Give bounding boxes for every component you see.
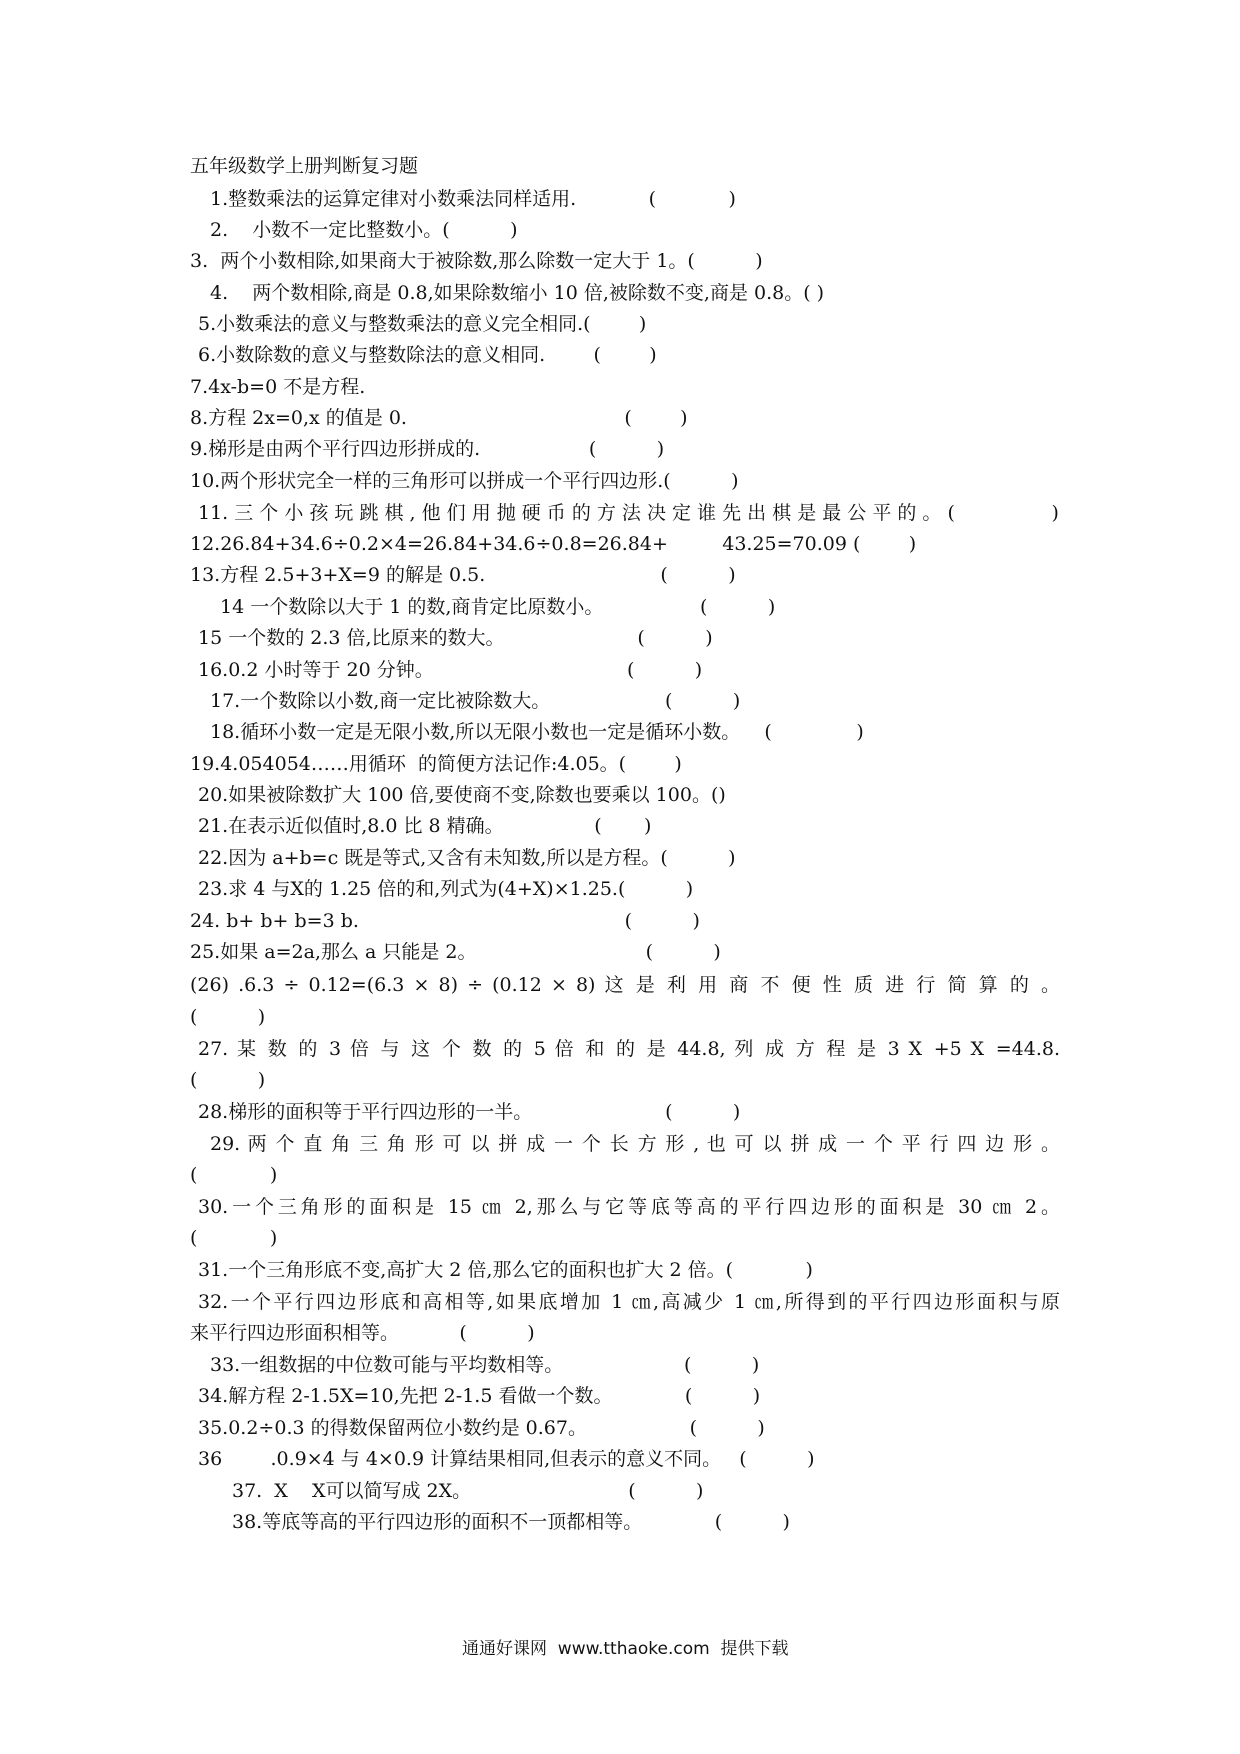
question-20: 20.如果被除数扩大 100 倍,要使商不变,除数也要乘以 100。() xyxy=(198,784,726,806)
question-24: 24. b+ b+ b=3 b. ( ) xyxy=(190,910,700,932)
question-30-blank: ( ) xyxy=(190,1227,278,1249)
question-29-blank: ( ) xyxy=(190,1164,278,1186)
question-11: 11. 三 个 小 孩 玩 跳 棋 , 他 们 用 抛 硬 币 的 方 法 决 定 谁 先 出 棋 是 最 公 平 的 。 ( ) xyxy=(198,502,1059,524)
question-29: 29. 两 个 直 角 三 角 形 可 以 拼 成 一 个 长 方 形 , 也 可 以 拼 成 一 个 平 行 四 边 形 。 xyxy=(210,1133,1060,1155)
question-16: 16.0.2 小时等于 20 分钟。 ( ) xyxy=(198,659,703,681)
footer-credit: 通通好课网 www.tthaoke.com 提供下载 xyxy=(462,1639,789,1659)
question-19: 19.4.054054……用循环 的简便方法记作:4.05。( ) xyxy=(190,753,682,775)
question-33: 33.一组数据的中位数可能与平均数相等。 ( ) xyxy=(210,1354,760,1376)
question-30: 30.一个三角形的面积是 15 ㎝ 2,那么与它等底等高的平行四边形的面积是 30 ㎝ 2。 xyxy=(198,1196,1060,1218)
question-1: 1.整数乘法的运算定律对小数乘法同样适用. ( ) xyxy=(210,188,736,210)
question-27: 27. 某 数 的 3 倍 与 这 个 数 的 5 倍 和 的 是 44.8, 列 成 方 程 是 3 Ⅹ +5 Ⅹ =44.8. xyxy=(198,1038,1060,1060)
question-32: 32.一个平行四边形底和高相等,如果底增加 1 ㎝,高减少 1 ㎝,所得到的平行四边形面积与原 xyxy=(198,1291,1060,1313)
question-26: (26) .6.3 ÷ 0.12=(6.3 × 8) ÷ (0.12 × 8) 这 是 利 用 商 不 便 性 质 进 行 简 算 的 。 xyxy=(190,974,1060,996)
question-17: 17.一个数除以小数,商一定比被除数大。 ( ) xyxy=(210,690,741,712)
question-8: 8.方程 2x=0,x 的值是 0. ( ) xyxy=(190,407,688,429)
question-2: 2. 小数不一定比整数小。( ) xyxy=(210,219,518,241)
question-25: 25.如果 a=2a,那么 a 只能是 2。 ( ) xyxy=(190,941,721,963)
question-12: 12.26.84+34.6÷0.2×4=26.84+34.6÷0.8=26.84+ 43.25=70.09 ( ) xyxy=(190,533,917,555)
question-14: 14 一个数除以大于 1 的数,商肯定比原数小。 ( ) xyxy=(220,596,776,618)
question-10: 10.两个形状完全一样的三角形可以拼成一个平行四边形.( ) xyxy=(190,470,739,492)
question-5: 5.小数乘法的意义与整数乘法的意义完全相同.( ) xyxy=(198,313,647,335)
question-4: 4. 两个数相除,商是 0.8,如果除数缩小 10 倍,被除数不变,商是 0.8。( ) xyxy=(210,282,825,304)
question-7: 7.4x-b=0 不是方程. xyxy=(190,376,366,398)
question-31: 31.一个三角形底不变,高扩大 2 倍,那么它的面积也扩大 2 倍。( ) xyxy=(198,1259,813,1281)
question-23: 23.求 4 与Ⅹ的 1.25 倍的和,列式为(4+Ⅹ)×1.25.( ) xyxy=(198,878,694,900)
question-34: 34.解方程 2-1.5Ⅹ=10,先把 2-1.5 看做一个数。 ( ) xyxy=(198,1385,761,1407)
question-3: 3. 两个小数相除,如果商大于被除数,那么除数一定大于 1。( ) xyxy=(190,250,763,272)
question-27-blank: ( ) xyxy=(190,1069,266,1091)
question-35: 35.0.2÷0.3 的得数保留两位小数约是 0.67。 ( ) xyxy=(198,1417,765,1439)
question-6: 6.小数除数的意义与整数除法的意义相同. ( ) xyxy=(198,344,657,366)
question-28: 28.梯形的面积等于平行四边形的一半。 ( ) xyxy=(198,1101,741,1123)
question-26-blank: ( ) xyxy=(190,1006,266,1028)
question-15: 15 一个数的 2.3 倍,比原来的数大。 ( ) xyxy=(198,627,713,649)
question-37: 37. Ⅹ Ⅹ可以简写成 2Ⅹ。 ( ) xyxy=(232,1480,704,1502)
question-21: 21.在表示近似值时,8.0 比 8 精确。 ( ) xyxy=(198,815,652,837)
question-13: 13.方程 2.5+3+Ⅹ=9 的解是 0.5. ( ) xyxy=(190,564,736,586)
page-title: 五年级数学上册判断复习题 xyxy=(190,155,419,177)
question-22: 22.因为 a+b=c 既是等式,又含有未知数,所以是方程。( ) xyxy=(198,847,736,869)
question-38: 38.等底等高的平行四边形的面积不一顶都相等。 ( ) xyxy=(232,1511,790,1533)
question-18: 18.循环小数一定是无限小数,所以无限小数也一定是循环小数。 ( ) xyxy=(210,721,864,743)
question-32-continued: 来平行四边形面积相等。 ( ) xyxy=(190,1322,535,1344)
question-36: 36 .0.9×4 与 4×0.9 计算结果相同,但表示的意义不同。 ( ) xyxy=(198,1448,815,1470)
question-9: 9.梯形是由两个平行四边形拼成的. ( ) xyxy=(190,438,665,460)
